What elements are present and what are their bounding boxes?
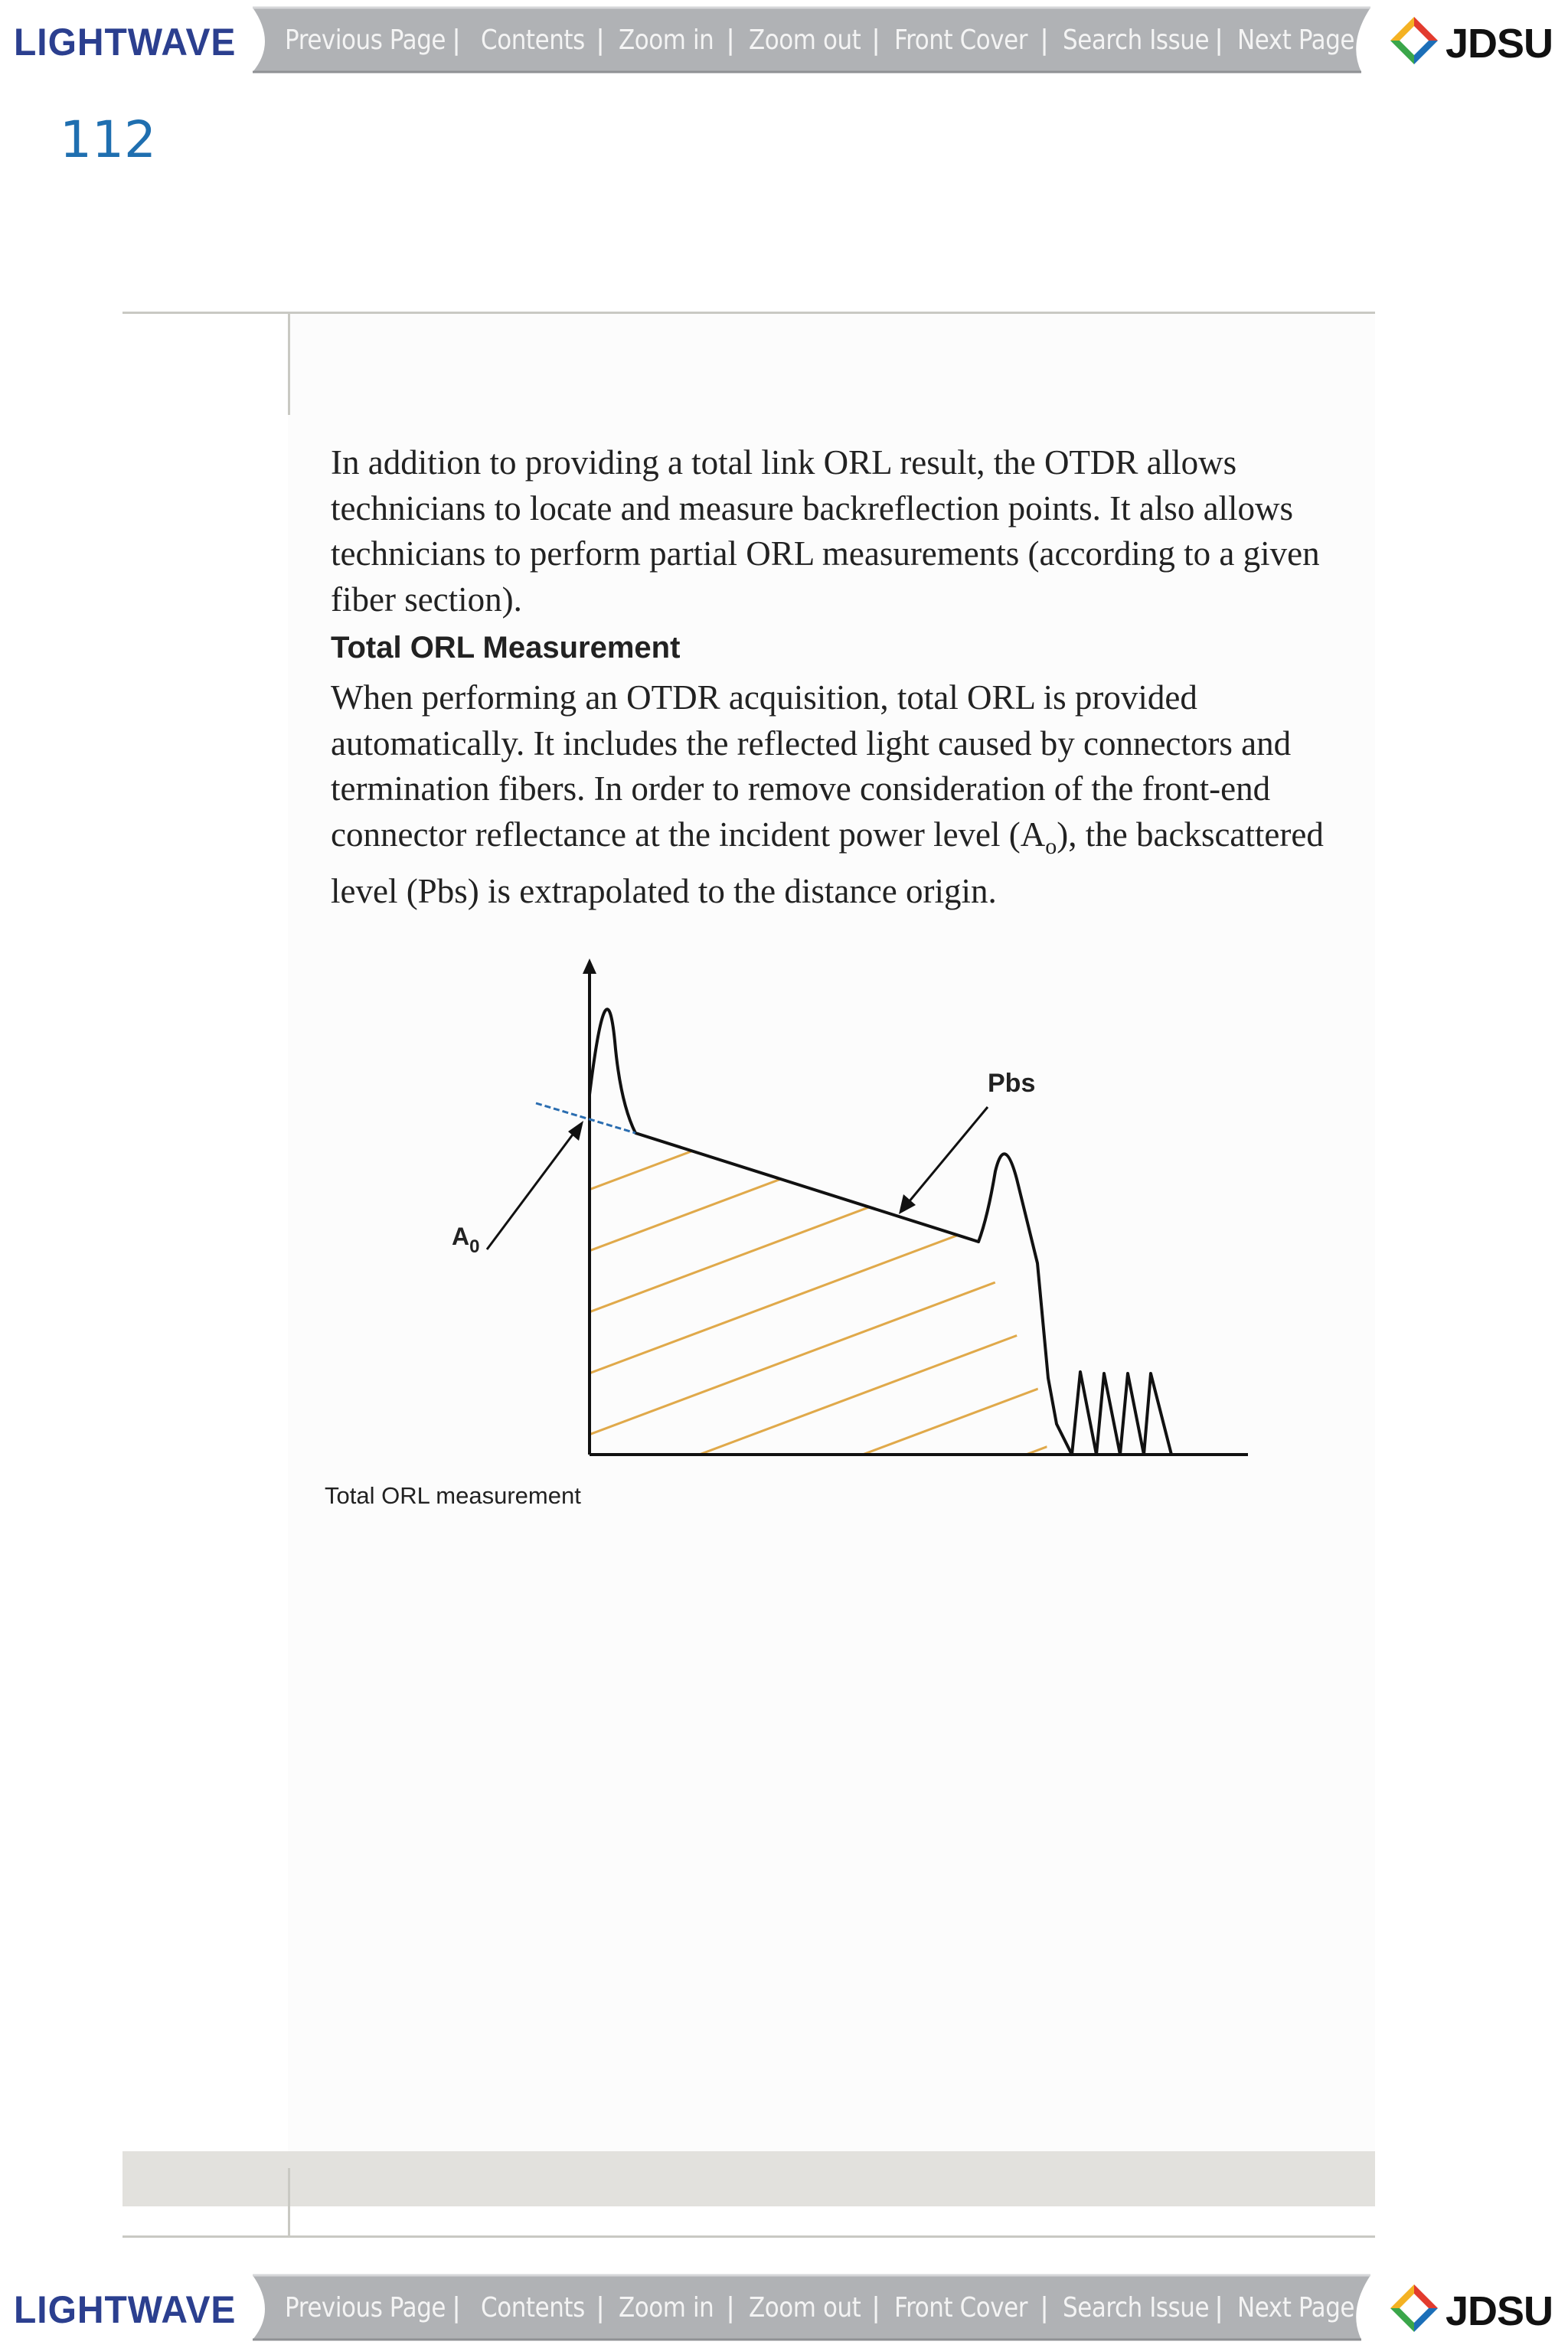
footer-divider <box>122 2235 1375 2238</box>
jdsu-logo-text: JDSU <box>1446 2288 1553 2334</box>
y-axis-arrow-icon <box>583 958 596 974</box>
brand-logo[interactable]: LIGHTWAVE <box>14 21 237 64</box>
nav-separator: | <box>452 2291 462 2324</box>
nav-separator: | <box>726 24 736 56</box>
nav-separator: | <box>1040 2291 1050 2324</box>
top-navigation-bar <box>0 0 1568 80</box>
previous-page-link[interactable]: Previous Page <box>285 24 446 56</box>
orl-paragraph-subscript: o <box>1045 833 1057 859</box>
zoom-in-link[interactable]: Zoom in <box>619 2291 714 2324</box>
orl-paragraph <box>331 675 1387 915</box>
brand-logo[interactable]: LIGHTWAVE <box>14 2288 237 2331</box>
next-page-link[interactable]: Next Page <box>1237 2291 1355 2324</box>
top-divider <box>122 312 1375 314</box>
jdsu-logo[interactable] <box>1387 2281 1556 2335</box>
nav-separator: | <box>1214 2291 1224 2324</box>
front-cover-link[interactable]: Front Cover <box>894 2291 1028 2324</box>
nav-separator: | <box>596 24 606 56</box>
nav-links <box>285 2268 1355 2347</box>
nav-separator: | <box>596 2291 606 2324</box>
otdr-trace-diagram <box>452 949 1256 1485</box>
a0-label-subscript: 0 <box>469 1236 480 1257</box>
figure-caption: Total ORL measurement <box>325 1482 581 1509</box>
pbs-arrow-line <box>905 1107 988 1207</box>
extrapolation-line <box>536 1103 635 1133</box>
intro-paragraph: In addition to providing a total link ORL result, the OTDR allows technicians to locate and measure backreflection points. It also allows technicians to perform partial ORL measurements (according to a given fiber section). <box>331 443 1320 619</box>
bottom-navigation-bar <box>0 2268 1568 2347</box>
top-margin-rule <box>288 312 290 415</box>
contents-link[interactable]: Contents <box>481 24 585 56</box>
nav-separator: | <box>871 24 881 56</box>
nav-separator: | <box>452 24 462 56</box>
search-issue-link[interactable]: Search Issue <box>1063 24 1210 56</box>
nav-separator: | <box>871 2291 881 2324</box>
zoom-out-link[interactable]: Zoom out <box>749 24 861 56</box>
contents-link[interactable]: Contents <box>481 2291 585 2324</box>
orl-paragraph-text: When performing an OTDR acquisition, total ORL is provided automatically. It includes the reflected light caused by connectors and termination fibers. In order to remove consideration of the front-end connector reflectance at the incident power level (A <box>331 678 1292 854</box>
zoom-out-link[interactable]: Zoom out <box>749 2291 861 2324</box>
front-cover-link[interactable]: Front Cover <box>894 24 1028 56</box>
search-issue-link[interactable]: Search Issue <box>1063 2291 1210 2324</box>
jdsu-diamond-icon <box>1387 14 1441 67</box>
orl-paragraph-text-end: ), the backscattered level (Pbs) is extrapolated to the distance origin. <box>331 815 1324 910</box>
nav-separator: | <box>1214 24 1224 56</box>
footer-margin-rule <box>288 2168 290 2237</box>
nav-separator: | <box>726 2291 736 2324</box>
jdsu-logo[interactable] <box>1387 14 1556 67</box>
page-number: 112 <box>60 110 156 169</box>
jdsu-logo-text: JDSU <box>1446 21 1553 67</box>
section-heading: Total ORL Measurement <box>331 631 681 665</box>
next-page-link[interactable]: Next Page <box>1237 24 1355 56</box>
zoom-in-link[interactable]: Zoom in <box>619 24 714 56</box>
pbs-label: Pbs <box>988 1069 1036 1098</box>
nav-separator: | <box>1040 24 1050 56</box>
nav-links <box>285 0 1355 80</box>
a0-label-letter: A <box>452 1223 470 1250</box>
footer-band <box>122 2151 1375 2206</box>
jdsu-diamond-icon <box>1387 2281 1441 2335</box>
previous-page-link[interactable]: Previous Page <box>285 2291 446 2324</box>
